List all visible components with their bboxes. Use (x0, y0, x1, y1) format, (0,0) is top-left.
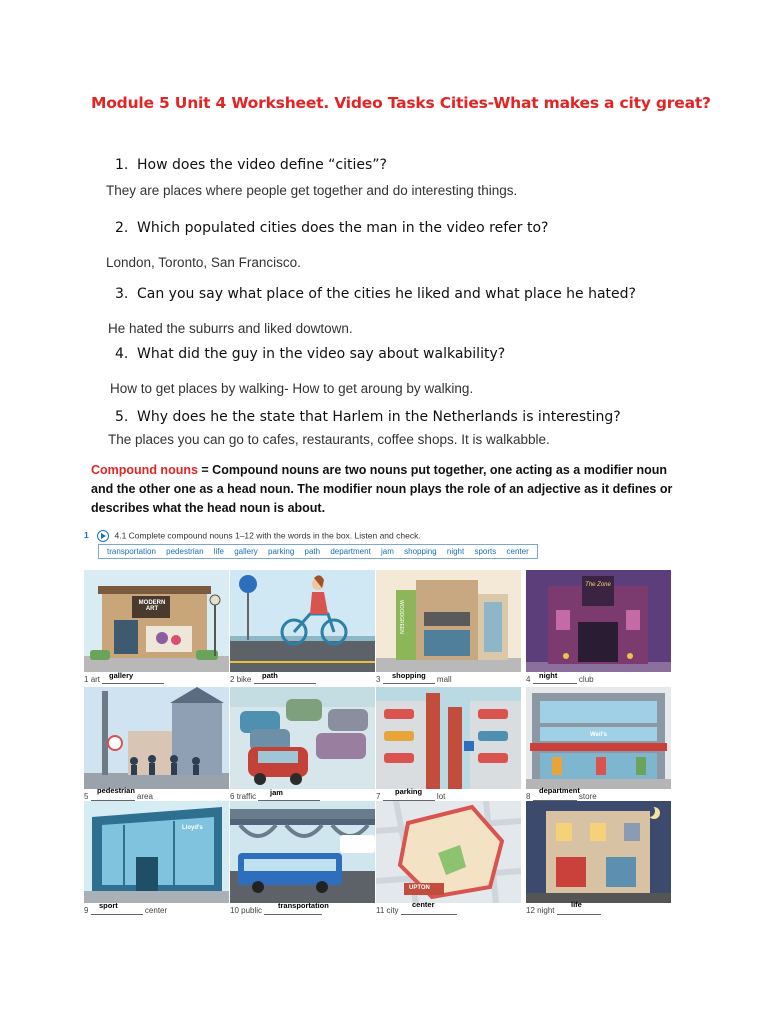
answer-4: How to get places by walking- How to get aroung by walking. (110, 381, 474, 396)
question-text: Can you say what place of the cities he liked and what place he hated? (137, 286, 636, 302)
question-number: 3. (115, 286, 129, 302)
item-9-answer: sport (99, 901, 118, 910)
question-text: How does the video define “cities”? (137, 157, 387, 173)
item-suffix: mall (436, 675, 452, 684)
answer-1: They are places where people get together and do interesting things. (106, 183, 518, 198)
item-prefix: night (537, 906, 555, 915)
mall-sign: WOODGREEN (398, 600, 404, 634)
audio-play-icon[interactable] (97, 530, 109, 542)
item-2-answer: path (262, 671, 278, 680)
item-5-answer: pedestrian (97, 786, 135, 795)
item-10-answer: transportation (278, 901, 329, 910)
bike-path-illustration (230, 570, 375, 672)
item-7-answer: parking (395, 787, 423, 796)
question-number: 1. (115, 157, 129, 173)
city-center-map-illustration (376, 801, 521, 903)
club-sign: The Zone (585, 582, 611, 588)
compound-nouns-text: = Compound nouns are two nouns put together, one acting as a modifier noun and the other one as a head noun. The modifier noun plays the role of an adjective as it defines or describes what the head noun is about. (91, 463, 673, 515)
item-number: 4 (526, 675, 531, 684)
word-box-item: transportation (107, 547, 156, 556)
item-suffix: lot (436, 792, 446, 801)
department-store-illustration (526, 687, 671, 789)
item-number: 1 (84, 675, 89, 684)
item-suffix: store (578, 792, 597, 801)
item-number: 12 (526, 906, 535, 915)
compound-nouns-definition (91, 461, 681, 518)
question-2 (115, 220, 548, 236)
word-box-item: jam (381, 547, 394, 556)
word-box (98, 544, 538, 559)
item-4-caption (526, 675, 594, 684)
item-12-caption (526, 906, 601, 915)
item-number: 6 (230, 792, 235, 801)
word-box-item: department (330, 547, 371, 556)
answer-5: The places you can go to cafes, restaurants, coffee shops. It is walkabble. (108, 432, 550, 447)
item-prefix: traffic (236, 792, 257, 801)
art-sign: MODERN ART (138, 600, 166, 612)
item-suffix: club (578, 675, 594, 684)
question-number: 5. (115, 409, 129, 425)
item-number: 3 (376, 675, 381, 684)
exercise-panel (62, 524, 678, 924)
word-box-item: night (446, 547, 465, 556)
worksheet-title: Module 5 Unit 4 Worksheet. Video Tasks Cities-What makes a city great? (91, 94, 711, 112)
exercise-header (84, 530, 421, 542)
item-prefix: bike (236, 675, 252, 684)
item-number: 2 (230, 675, 235, 684)
answer-2: London, Toronto, San Francisco. (106, 255, 301, 270)
art-gallery-illustration (84, 570, 229, 672)
item-number: 9 (84, 906, 89, 915)
word-box-item: sports (474, 547, 497, 556)
answer-blank[interactable] (258, 792, 320, 801)
question-4 (115, 346, 505, 362)
question-5 (115, 409, 621, 425)
item-number: 7 (376, 792, 381, 801)
item-8-answer: department (539, 786, 580, 795)
store-sign: Weil's (590, 732, 607, 738)
word-box-item: pedestrian (166, 547, 204, 556)
word-box-item: gallery (234, 547, 258, 556)
question-1 (115, 157, 387, 173)
question-3 (115, 286, 636, 302)
night-life-illustration (526, 801, 671, 903)
item-number: 5 (84, 792, 89, 801)
item-4-answer: night (539, 671, 558, 680)
item-number: 10 (230, 906, 239, 915)
traffic-jam-illustration (230, 687, 375, 789)
answer-3: He hated the suburrs and liked dowtown. (108, 321, 353, 336)
question-text: What did the guy in the video say about walkability? (137, 346, 506, 362)
word-box-item: life (213, 547, 224, 556)
word-box-item: shopping (404, 547, 437, 556)
question-text: Why does he the state that Harlem in the Netherlands is interesting? (137, 409, 621, 425)
exercise-instruction: 4.1 Complete compound nouns 1–12 with the words in the box. Listen and check. (114, 530, 421, 541)
word-box-item: center (506, 547, 529, 556)
item-prefix: art (90, 675, 101, 684)
item-suffix: area (136, 792, 153, 801)
item-prefix: public (241, 906, 263, 915)
exercise-number: 1 (84, 530, 89, 541)
word-box-item: parking (268, 547, 295, 556)
item-1-answer: gallery (109, 671, 134, 680)
item-6-answer: jam (270, 788, 283, 797)
item-prefix: city (386, 906, 399, 915)
night-club-illustration (526, 570, 671, 672)
item-3-answer: shopping (392, 671, 426, 680)
parking-lot-illustration (376, 687, 521, 789)
item-number: 11 (376, 906, 385, 915)
public-transportation-illustration (230, 801, 375, 903)
item-number: 8 (526, 792, 531, 801)
question-text: Which populated cities does the man in the video refer to? (137, 220, 549, 236)
item-11-answer: center (412, 900, 435, 909)
item-9-caption (84, 906, 167, 915)
question-number: 4. (115, 346, 129, 362)
item-suffix: center (144, 906, 168, 915)
pedestrian-area-illustration (84, 687, 229, 789)
sports-center-illustration (84, 801, 229, 903)
compound-nouns-term: Compound nouns (91, 463, 198, 477)
map-label: UPTON (409, 885, 430, 891)
shopping-mall-illustration (376, 570, 521, 672)
sport-sign: Lloyd's (182, 825, 203, 831)
question-number: 2. (115, 220, 129, 236)
word-box-item: path (304, 547, 321, 556)
item-12-answer: life (571, 900, 582, 909)
